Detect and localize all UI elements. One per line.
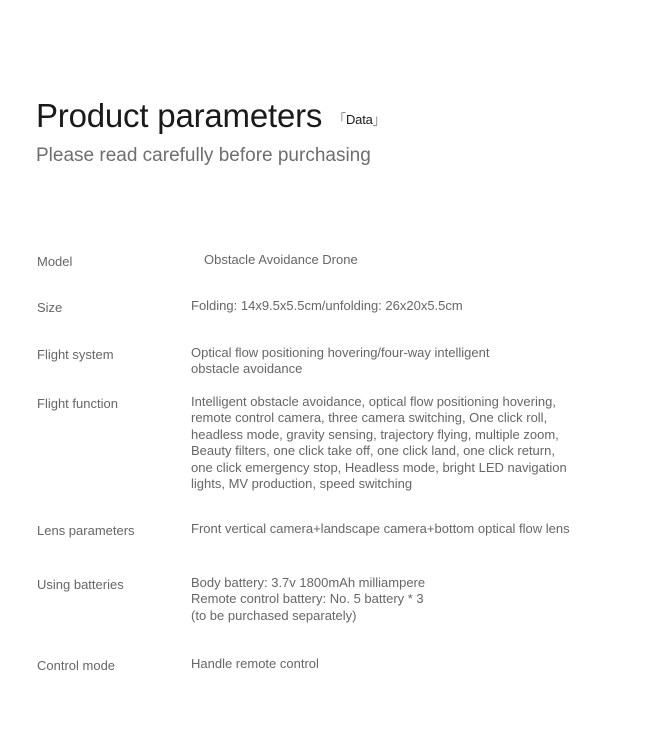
param-value-model: Obstacle Avoidance Drone xyxy=(204,252,358,267)
param-value-control-mode: Handle remote control xyxy=(191,656,319,671)
param-label-flight-system: Flight system xyxy=(37,347,114,362)
param-label-flight-function: Flight function xyxy=(37,396,118,411)
param-label-control-mode: Control mode xyxy=(37,658,116,673)
title-tag: 「Data」 xyxy=(333,112,386,127)
page-title-text: Product parameters xyxy=(36,97,323,134)
param-value-lens-parameters: Front vertical camera+landscape camera+bottom optical flow lens xyxy=(191,521,570,536)
param-label-size: Size xyxy=(37,300,63,315)
page-subtitle: Please read carefully before purchasing xyxy=(36,145,371,166)
param-value-using-batteries: Body battery: 3.7v 1800mAh milliampere Remote control battery: No. 5 battery * 3 (to be purchased separately) xyxy=(191,575,426,623)
page-title xyxy=(36,96,385,136)
param-label-lens-parameters: Lens parameters xyxy=(37,523,135,538)
param-label-using-batteries: Using batteries xyxy=(37,577,124,592)
param-label-model: Model xyxy=(37,254,73,269)
param-value-flight-system: Optical flow positioning hovering/four-way intelligent obstacle avoidance xyxy=(191,345,490,377)
param-value-size: Folding: 14x9.5x5.5cm/unfolding: 26x20x5.5cm xyxy=(191,298,463,313)
param-value-flight-function: Intelligent obstacle avoidance, optical flow positioning hovering, remote control camera, three camera switching, One click roll, headless mode, gravity sensing, trajectory flying, multiple zoom, Beauty filters, one click take off, one click land, one click return, one click emergency stop, Headless mode, bright LED navigation lights, MV production, speed switching xyxy=(191,394,567,492)
